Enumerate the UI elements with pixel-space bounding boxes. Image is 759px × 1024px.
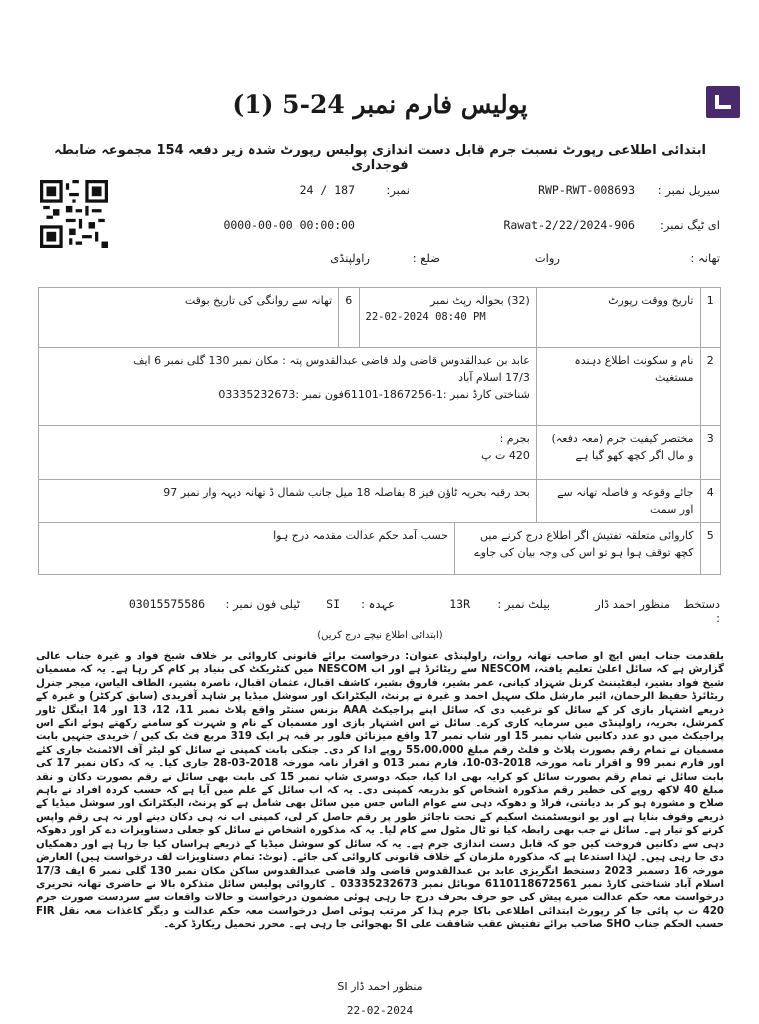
footer-signer: [330, 980, 430, 993]
row5-label: کاروائی متعلقہ تفتیش اگر اطلاع درج کرنے میں کچھ توقف ہوا ہو تو اس کی وجہ بیان کی جاوے: [455, 523, 701, 575]
serial-label: سیریل نمبر :: [657, 183, 720, 197]
district-value: راولپنڈی: [330, 251, 370, 265]
etag-label: ای ٹیگ نمبر:: [659, 218, 720, 232]
row2-line3: شناختی کارڈ نمبر :1-1867256-61101فون نمبر :03335232673: [218, 388, 530, 401]
row1-value-ref: (32) بحوالہ رپٹ نمبر: [430, 294, 530, 307]
row2-label: نام و سکونت اطلاع دہندہ مستغیث: [536, 348, 700, 426]
body-heading: (ابتدائی اطلاع نیچے درج کریں): [317, 630, 443, 641]
table-row: [39, 288, 721, 348]
thana-value: روات: [534, 251, 560, 265]
logo: [706, 86, 740, 118]
row2-value: [39, 348, 537, 426]
row1-value-date: 22-02-2024 08:40 PM: [365, 311, 486, 323]
row4-value: بحد رقبہ بحریہ ٹاؤن فیز 8 بفاصلہ 18 میل جانب شمال ڈ تھانہ دیہہ وار نمبر 97: [39, 480, 537, 523]
thana-label: تھانہ :: [690, 251, 720, 265]
row3-line2: 420 ت پ: [481, 449, 530, 462]
table-row: [39, 426, 721, 480]
datetime-value: 0000-00-00 00:00:00: [223, 218, 355, 232]
signature-label: دستخط :: [683, 597, 720, 625]
row3-line1: بجرم :: [499, 432, 530, 445]
number-value: 24 / 187: [299, 183, 355, 197]
row3-label: مختصر کیفیت جرم (معہ دفعہ) و مال اگر کچھ کھو گیا ہے: [536, 426, 700, 480]
table-row: [39, 348, 721, 426]
signature-value: منظور احمد ڈار: [595, 597, 670, 611]
row3-value: [39, 426, 537, 480]
row2-line2: 17/3 اسلام آباد: [458, 371, 530, 384]
page-subtitle: ابتدائی اطلاعی رپورٹ نسبت جرم قابل دست اندازی پولیس رپورٹ شدہ زیر دفعہ 154 مجموعہ ضابطہ فوجداری: [54, 143, 706, 173]
belt-label: بیلٹ نمبر :: [497, 597, 550, 611]
footer-signer-name: منظور احمد ڈار: [351, 980, 423, 993]
serial-value: RWP-RWT-008693: [538, 183, 635, 197]
rank-label: عہدہ :: [361, 597, 395, 611]
row1-extra-label: تھانہ سے روانگی کی تاریخ بوقت: [39, 288, 339, 348]
row1-extra-num: 6: [339, 288, 359, 348]
page-title: پولیس فارم نمبر 24-5 (1): [232, 90, 528, 119]
table-row: [39, 523, 721, 575]
complaint-text: بلقدمت جناب ایس ایچ او صاحب تھانہ روات، راولپنڈی عنوان: درخواست برائے قانونی کاروائی بر خلاف شیخ فواد و غیرہ جناب عالی گزارش ہے کہ سائل اعلیٰ تعلیم یافتہ، NESCOM سے ریٹائرڈ ہے اور اب NESCOM میں کنٹریکٹ کی بنیاد پر کام کر رہا ہے۔ یہ کہ مسمیان شیخ فواد بشیر، لیفٹیننٹ کرنل شہزاد کیانی، عمر بشیر، فاروق بشیر، کاشف اقبال، عثمان اقبال، ناصرہ بشیر، الطاف الیاس، میجر جنرل ریٹائرڈ حفیظ الرحمان، ائیر مارشل ملک سہیل احمد و غیرہ نے پرنٹ، الیکٹرانک اور سوشل میڈیا پر شاہد آفریدی (سابق کرکٹر) و غیرہ کے ذریعے اشتہار بازی کر کے سائل کو ترغیب دی کہ سائل اپنے پراجیکٹ AAA بزنس سنٹر واقع پلاٹ نمبر 11، 12، 13 اور 14 اینگل ٹاور کمرشل، بحریہ، راولپنڈی میں سرمایہ کاری کرے۔ سائل نے اس اشتہار بازی اور مسمیان کے نام و شہرت کو سامنے رکھتے ہوئے انکے اس پراجیکٹ میں دو عدد دکانیں شاپ نمبر 15 اور شاپ نمبر 17 واقع میزنائن فلور بر قبہ ہر ایک 319 مربع فٹ بک کیں / خریدی جنہیں بابت مسمیان نے تمام رقم بصورت پلاٹ و فلٹ رقم مبلغ 55،00،000 روپے ادا کر دی۔ جنکی بابت کمپنی نے سائل کو لیٹر آف الاٹمنٹ جاری کئے اور فارم نمبر 99 و اقرار نامہ مورخہ 2018-03-10، فارم نمبر 013 و اقرار نامہ مورخہ 2018-03-28 جاری کیا۔ یہ کہ دکان نمبر 17 کی بابت سائل نے تمام رقم بصورت سائل کو کرایہ بھی ادا کیا، جبکہ دوسری شاپ نمبر 15 کی بابت بھی سائل نے رقم بصورت دکان و نقد مبلغ 40 لاکھ روپے کی خطیر رقم مذکورہ اشخاص کو بذریعہ کمپنی دی۔ یہ کہ اب سائل کے علم میں آیا ہے کہ حسب کردہ افراد نے باہم صلاح و مشورہ ہو کر بد دیانتی، فراڈ و دھوکہ دہی سے عوام الناس جس میں سائل بھی شامل ہے کو پرنٹ، الیکٹرانک اور سوشل میڈیا کے ذریعے وقوف بنایا ہے اور یو انویسٹمنٹ اسکیم کے تحت ناجائز طور پر رقم حاصل کر لی، کمپنی اب نہ ہی دکان دینے اور نہ ہی رقم واپس کرنے کو تیار ہے۔ سائل نے جب بھی رابطہ کیا تو ٹال مٹول سے کام لیا۔ یہ کہ مذکورہ اشخاص نے سائل کو جعلی دستاویزات دے کر اور دھوکہ دہی سے دکانیں فروخت کیں جو کہ قابل دست اندازی جرم ہے۔ یہ کہ سائل کو سوشل میڈیا کے ذریعے ہراساں کیا جا رہا ہے اور دھمکیاں دی جا رہی ہیں۔ لہٰذا استدعا ہے کہ مذکورہ ملزمان کے خلاف قانونی کاروائی کی جائے۔ (نوٹ: تمام دستاویزات لف درخواست ہیں) العارض مورخہ 16 دسمبر 2023 دستخط انگریزی عابد بن عبدالقدوس قاضی ولد قاضی عبدالقدوس ساکن مکان نمبر 130 گلی نمبر 6 ایف 17/3 اسلام آباد شناختی کارڈ نمبر 6110118672561 موبائل نمبر 03335232673 ۔ کاروائی پولیس سائل متذکرہ بالا نے حاضری تھانہ تحریری درخواست معہ حکم عدالت میرے پیش کی جو حرف بحرف درج جا رہی ہوئی مضمون درخواست و حالات واقعات سے سردست صورت جرم 420 ت پ پائی جا کر رپورٹ ابتدائی اطلاعی باکا جرم ہذا کر مرتب ہوئی اصل درخواست معہ حکم عدالت و دیگر کاغذات معہ نقل FIR حسب الحکم جناب SHO صاحب برائے تفتیش عقب شافقت علی SI بھجوائی جا رہی ہے۔ محرر تحمیل ریکارڈ کرے۔: [36, 651, 725, 931]
row4-label: جائے وقوعہ و فاصلہ تھانہ سے اور سمت: [536, 480, 700, 523]
row5-value: حسب آمد حکم عدالت مقدمہ درج ہوا: [39, 523, 455, 575]
etag-value: Rawat-2/22/2024-906: [503, 218, 635, 232]
row3-num: 3: [700, 426, 721, 480]
table-row: [39, 480, 721, 523]
number-label: نمبر:: [386, 183, 410, 197]
qr-code: [40, 180, 108, 248]
row1-value: [359, 288, 536, 348]
row1-num: 1: [700, 288, 721, 348]
row1-label: تاریخ ووقت رپورٹ: [536, 288, 700, 348]
footer-date: 22-02-2024: [346, 1004, 414, 1017]
belt-value: 13R: [449, 597, 470, 611]
district-label: ضلع :: [412, 251, 440, 265]
rank-value: SI: [326, 597, 340, 611]
row5-num: 5: [700, 523, 721, 575]
phone-label: ٹیلی فون نمبر :: [225, 597, 300, 611]
fir-table: [38, 287, 721, 575]
footer-signer-rank: SI: [337, 980, 348, 993]
phone-value: 03015575586: [128, 597, 205, 611]
row2-num: 2: [700, 348, 721, 426]
row4-num: 4: [700, 480, 721, 523]
row2-line1: عابد بن عبدالقدوس قاضی ولد قاضی عبدالقدوس پتہ : مکان نمبر 130 گلی نمبر 6 ایف: [133, 354, 530, 367]
